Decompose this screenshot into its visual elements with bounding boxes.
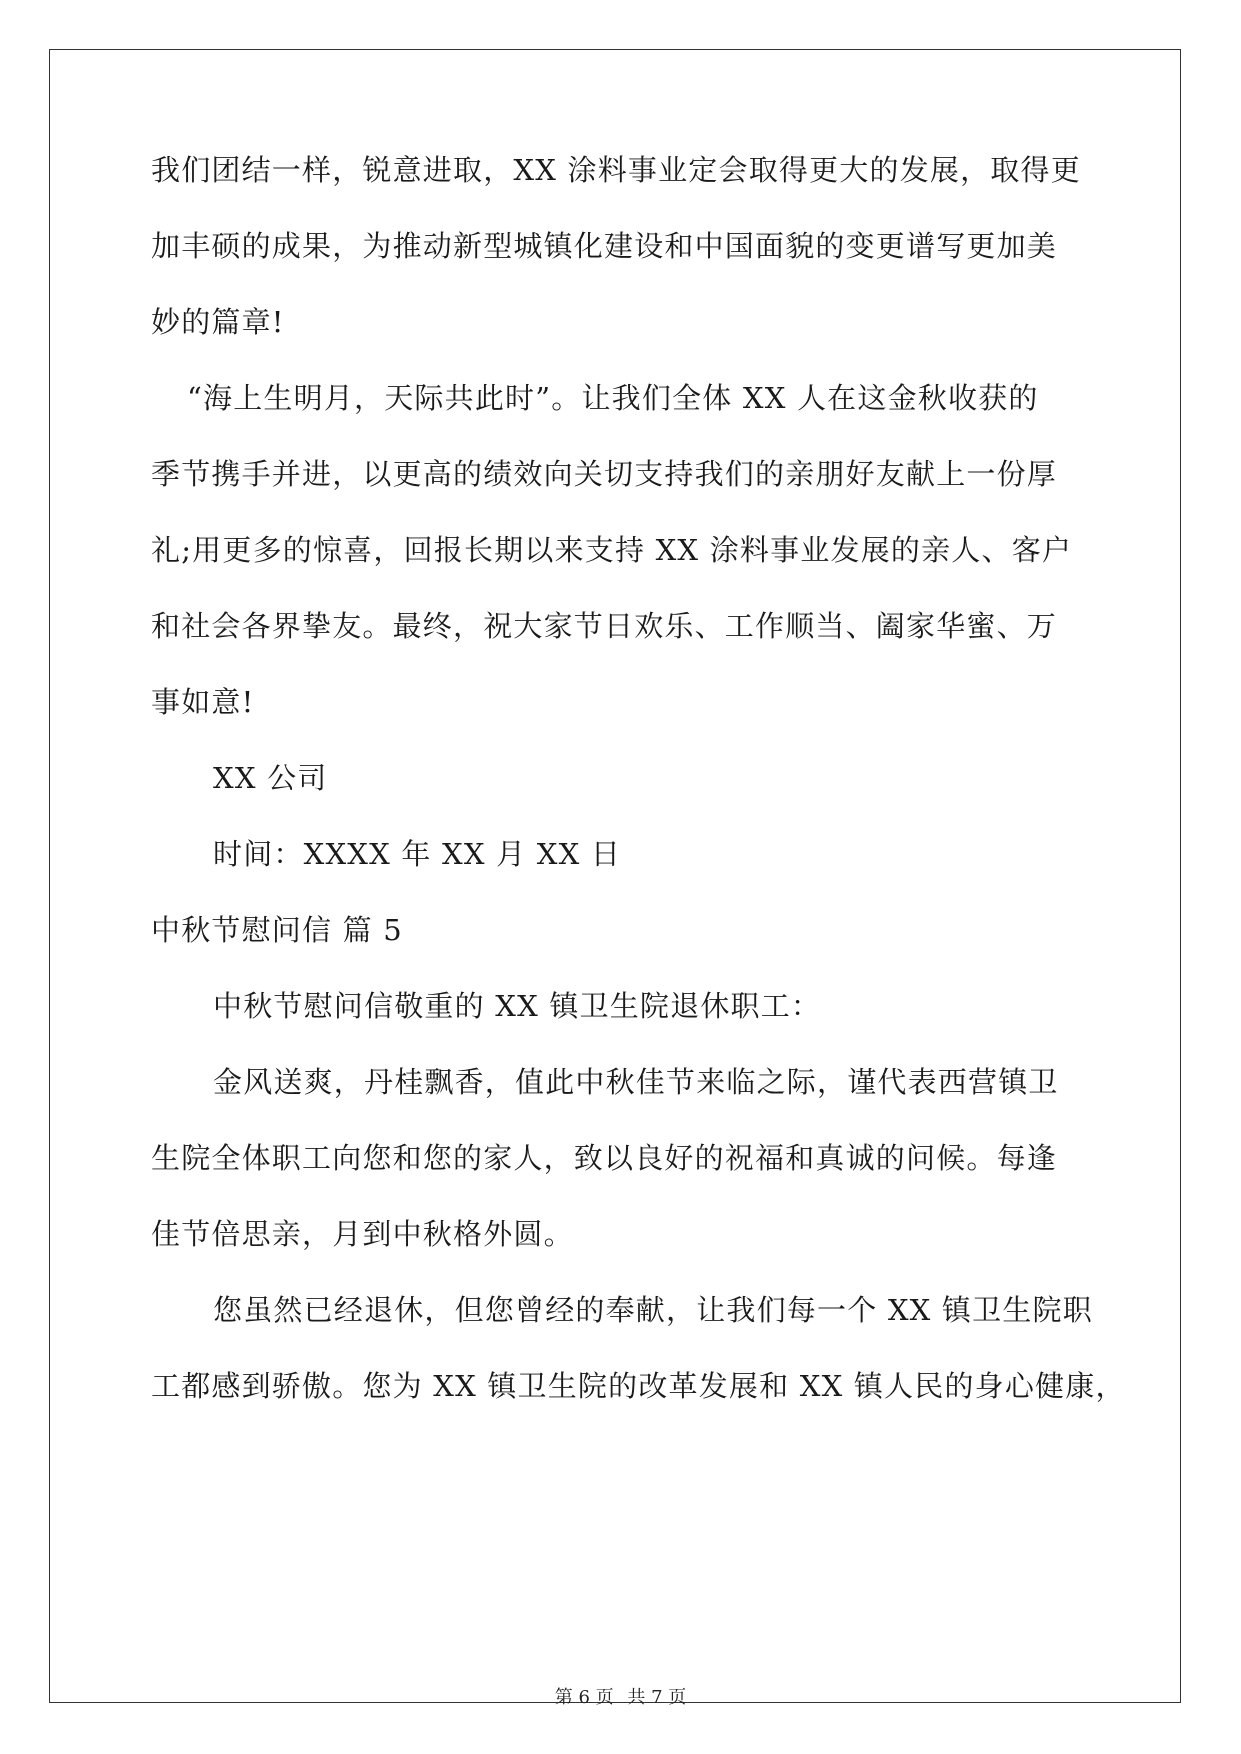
- page-number-total: 共 7 页: [627, 1687, 687, 1708]
- page-footer: [0, 1686, 1241, 1710]
- paragraph-line: “海上生明月，天际共此时”。让我们全体 XX 人在这金秋收获的: [187, 381, 1039, 415]
- paragraph-line: 事如意!: [151, 685, 255, 719]
- paragraph-line: 生院全体职工向您和您的家人，致以良好的祝福和真诚的问候。每逢: [151, 1141, 1058, 1175]
- paragraph-line: 妙的篇章!: [151, 305, 285, 339]
- letter-salutation: 中秋节慰问信敬重的 XX 镇卫生院退休职工：: [213, 989, 822, 1023]
- paragraph-line: 季节携手并进，以更高的绩效向关切支持我们的亲朋好友献上一份厚: [151, 457, 1058, 491]
- page-number-current: 第 6 页: [554, 1687, 614, 1708]
- signature-company: XX 公司: [213, 761, 328, 795]
- paragraph-line: 佳节倍思亲，月到中秋格外圆。: [151, 1217, 574, 1251]
- paragraph-line: 我们团结一样，锐意进取，XX 涂料事业定会取得更大的发展，取得更: [151, 153, 1081, 187]
- paragraph-line: 和社会各界挚友。最终，祝大家节日欢乐、工作顺当、阖家华蜜、万: [151, 609, 1058, 643]
- paragraph-line: 金风送爽，丹桂飘香，值此中秋佳节来临之际，谨代表西营镇卫: [213, 1065, 1059, 1099]
- page-frame: [49, 49, 1181, 1703]
- section-heading: 中秋节慰问信 篇 5: [151, 913, 403, 947]
- paragraph-line: 加丰硕的成果，为推动新型城镇化建设和中国面貌的变更谱写更加美: [151, 229, 1058, 263]
- signature-date: 时间：XXXX 年 XX 月 XX 日: [213, 837, 622, 871]
- paragraph-line: 您虽然已经退休，但您曾经的奉献，让我们每一个 XX 镇卫生院职: [213, 1293, 1093, 1327]
- paragraph-line: 工都感到骄傲。您为 XX 镇卫生院的改革发展和 XX 镇人民的身心健康，: [151, 1369, 1126, 1403]
- paragraph-line: 礼;用更多的惊喜，回报长期以来支持 XX 涂料事业发展的亲人、客户: [151, 533, 1073, 567]
